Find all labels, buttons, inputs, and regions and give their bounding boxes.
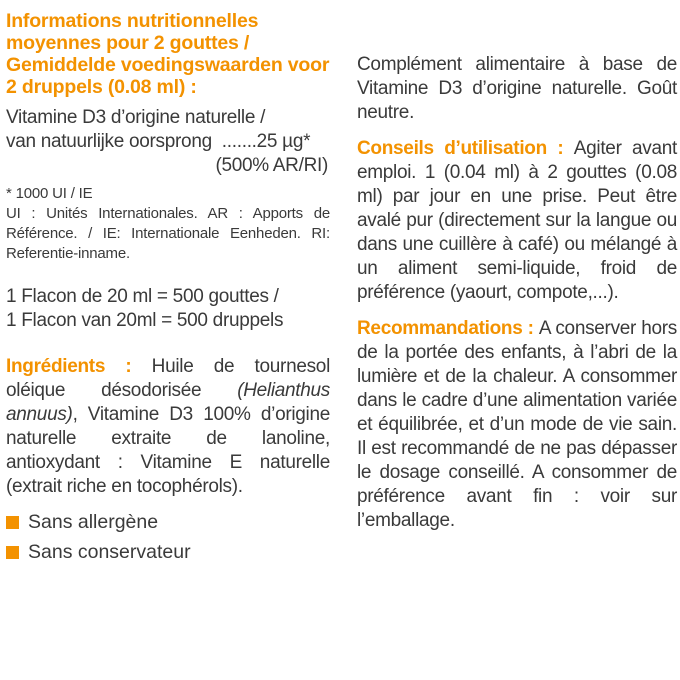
recommandations-label: Recommandations : (357, 318, 539, 339)
recommandations-paragraph (357, 317, 677, 533)
ingredients-text-b: , Vitamine D3 100% d’origine naturelle extraite de lanoline, antioxydant : Vitamine E naturelle (extrait riche en tocophérols). (6, 404, 330, 497)
flacon-fr: 1 Flacon de 20 ml = 500 gouttes / (6, 286, 279, 307)
vitamin-percent: (500% AR/RI) (215, 155, 328, 176)
abbreviations: UI : Unités Internationales. AR : Apports de Référence. / IE: Internationale Eenheden. RI: Referentie-inname. (6, 205, 330, 262)
ingredients-paragraph (6, 355, 330, 499)
ingredients-label: Ingrédients : (6, 356, 152, 377)
badge-item (6, 537, 330, 567)
footnote: * 1000 UI / IE (6, 185, 93, 202)
vitamin-line: Vitamine D3 d’origine naturelle / (6, 107, 266, 128)
flacon-nl: 1 Flacon van 20ml = 500 druppels (6, 310, 284, 331)
intro-text: Complément alimentaire à base de Vitamine D3 d’origine naturelle. Goût neutre. (357, 54, 677, 123)
conseils-text: Agiter avant emploi. 1 (0.04 ml) à 2 gouttes (0.08 ml) par jour en une prise. Peut être avalé pur (directement sur la langue ou dans une cuillère à café) ou mélangé à un aliment semi-liquide, froid de préférence (yaourt, compote,...). (357, 138, 677, 303)
badge-label: Sans allergène (28, 511, 159, 533)
ingredients-latin-name: (Helianthus annuus) (6, 380, 330, 425)
left-column (6, 0, 330, 567)
right-column (357, 0, 677, 533)
orange-square-icon (6, 516, 19, 529)
ingredients-text-a: Huile de tournesol oléique désodorisée (6, 356, 330, 401)
recommandations-text: A conserver hors de la portée des enfants, à l’abri de la lumière et de la chaleur. A consommer dans le cadre d’une alimentation variée et équilibrée, et d’un mode de vie sain. Il est recommandé de ne pas dépasser le dosage conseillé. A consommer de préférence avant fin : voir sur l’emballage. (357, 318, 678, 531)
badge-label: Sans conservateur (28, 541, 191, 563)
nutrition-heading: Informations nutritionnelles moyennes pour 2 gouttes / Gemiddelde voedingswaarden voor 2 druppels (0.08 ml) : (6, 10, 330, 98)
badge-list (6, 507, 330, 567)
orange-square-icon (6, 546, 19, 559)
conseils-label: Conseils d’utilisation : (357, 138, 574, 159)
vitamin-amount-line: van natuurlijke oorsprong .......25 µg* (6, 131, 311, 152)
conseils-paragraph (357, 137, 677, 305)
badge-item (6, 507, 330, 537)
